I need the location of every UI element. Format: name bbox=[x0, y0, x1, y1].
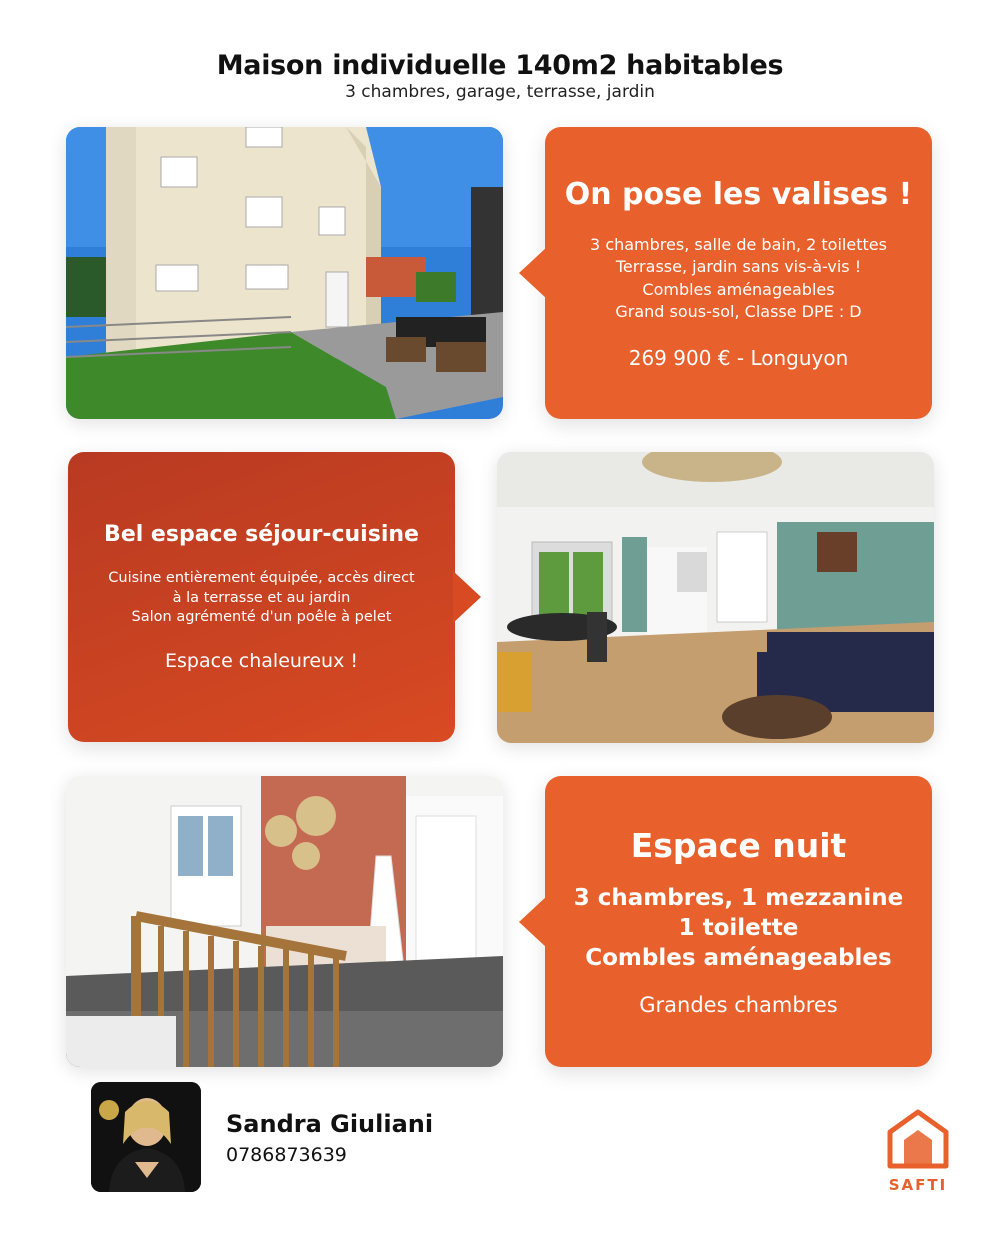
card-line: Combles aménageables bbox=[642, 279, 835, 299]
agent-avatar bbox=[91, 1082, 201, 1192]
card-line: Cuisine entièrement équipée, accès direct bbox=[108, 570, 415, 587]
agent-name: Sandra Giuliani bbox=[226, 1110, 434, 1138]
card-night-area bbox=[545, 776, 932, 1067]
card-highlight: Grandes chambres bbox=[639, 993, 838, 1017]
card-line: Combles aménageables bbox=[585, 945, 892, 971]
bedroom-area-photo bbox=[66, 776, 503, 1067]
card-line: 3 chambres, 1 mezzanine bbox=[573, 885, 904, 911]
card-line: Terrasse, jardin sans vis-à-vis ! bbox=[615, 257, 862, 276]
card-title: Bel espace séjour-cuisine bbox=[104, 522, 419, 548]
card-line: à la terrasse et au jardin bbox=[172, 589, 351, 606]
card-line: Grand sous-sol, Classe DPE : D bbox=[615, 302, 862, 321]
price-location: 269 900 € - Longuyon bbox=[628, 345, 849, 370]
card-pointer bbox=[519, 896, 547, 948]
house-exterior-photo bbox=[66, 127, 503, 419]
header bbox=[0, 50, 1000, 102]
card-line: 1 toilette bbox=[678, 915, 799, 941]
card-highlight: Espace chaleureux ! bbox=[165, 649, 358, 672]
card-title: Espace nuit bbox=[630, 826, 847, 865]
card-pointer bbox=[453, 571, 481, 623]
card-lines bbox=[574, 883, 903, 973]
logo-text: SAFTI bbox=[888, 1176, 948, 1194]
card-title: On pose les valises ! bbox=[564, 176, 913, 212]
card-line: 3 chambres, salle de bain, 2 toilettes bbox=[590, 234, 887, 254]
safti-logo bbox=[878, 1108, 958, 1194]
page-subtitle: 3 chambres, garage, terrasse, jardin bbox=[345, 82, 655, 102]
card-main-features bbox=[545, 127, 932, 419]
card-lines bbox=[108, 569, 414, 628]
card-living-kitchen bbox=[68, 452, 455, 742]
agent-phone[interactable]: 0786873639 bbox=[226, 1144, 347, 1166]
page-title: Maison individuelle 140m2 habitables bbox=[216, 50, 784, 81]
card-line: Salon agrémenté d'un poêle à pelet bbox=[131, 609, 392, 626]
card-lines bbox=[590, 234, 887, 324]
house-icon bbox=[878, 1108, 958, 1170]
living-room-photo bbox=[497, 452, 934, 743]
card-pointer bbox=[519, 247, 547, 299]
